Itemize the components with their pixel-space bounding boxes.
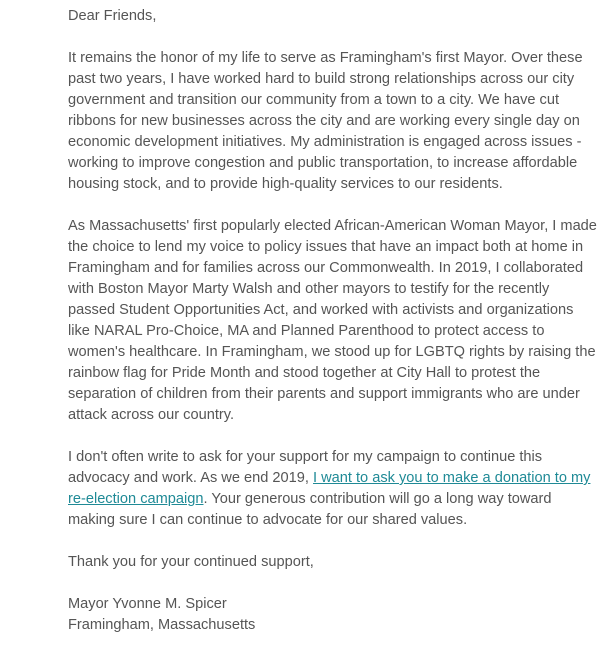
closing: Thank you for your continued support,	[68, 554, 314, 570]
greeting: Dear Friends,	[68, 8, 157, 24]
letter-body	[68, 6, 598, 636]
donation-ask-text-end: . Your generous contribution will go a long way toward making sure I can continue to advocate for our shared values.	[68, 491, 552, 528]
donation-link[interactable]: I want to ask you to make a donation to my re-election campaign	[68, 470, 591, 507]
signature-location: Framingham, Massachusetts	[68, 617, 256, 633]
donation-ask-text: I don't often write to ask for your support for my campaign to continue this advocacy and work. As we end 2019,	[68, 449, 543, 486]
paragraph-donation-ask	[68, 447, 598, 531]
signature-name: Mayor Yvonne M. Spicer	[68, 596, 227, 612]
paragraph-intro: It remains the honor of my life to serve as Framingham's first Mayor. Over these past two years, I have worked hard to build strong relationships across our city government and transition our community from a town to a city. We have cut ribbons for new businesses across the city and are working every single day on economic development initiatives. My administration is engaged across issues - working to improve congestion and public transportation, to increase affordable housing stock, and to provide high-quality services to our residents.	[68, 50, 583, 192]
paragraph-advocacy: As Massachusetts' first popularly elected African-American Woman Mayor, I made the choice to lend my voice to policy issues that have an impact both at home in Framingham and for families across our Commonwealth. In 2019, I collaborated with Boston Mayor Marty Walsh and other mayors to testify for the recently passed Student Opportunities Act, and worked with activists and organizations like NARAL Pro-Choice, MA and Planned Parenthood to protect access to women's healthcare. In Framingham, we stood up for LGBTQ rights by raising the rainbow flag for Pride Month and stood together at City Hall to protest the separation of children from their parents and support immigrants who are under attack across our country.	[68, 218, 597, 423]
